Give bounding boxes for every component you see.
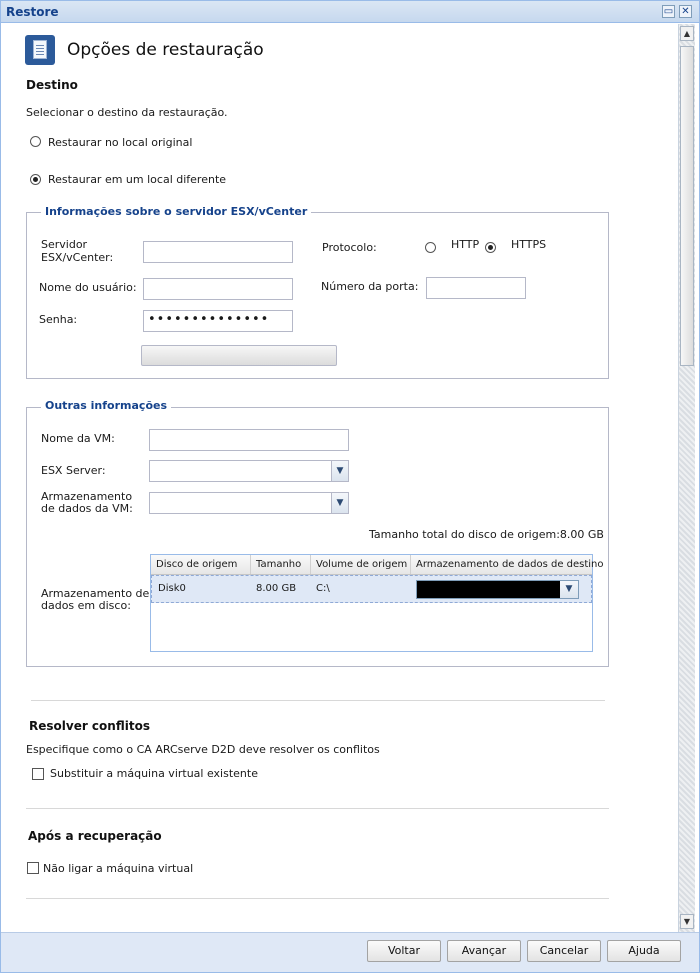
table-row[interactable] — [151, 575, 592, 603]
divider — [26, 898, 609, 899]
scroll-up-icon[interactable]: ▲ — [680, 26, 694, 41]
connect-button[interactable] — [141, 345, 337, 366]
total-disk-size: Tamanho total do disco de origem:8.00 GB — [369, 528, 604, 541]
column-destination-datastore[interactable]: Armazenamento de dados de destino — [416, 559, 604, 570]
protocol-label: Protocolo: — [322, 241, 377, 254]
divider — [26, 808, 609, 809]
radio-restore-original[interactable] — [30, 136, 41, 147]
vm-name-input[interactable] — [149, 429, 349, 451]
vm-datastore-label-line1: Armazenamento — [41, 490, 133, 503]
esx-server-label: ESX Server: — [41, 464, 106, 477]
radio-restore-different-label[interactable]: Restaurar em um local diferente — [48, 173, 227, 186]
column-size[interactable]: Tamanho — [251, 555, 311, 574]
chevron-down-icon[interactable]: ▼ — [331, 493, 348, 513]
overwrite-vm-label[interactable]: Substituir a máquina virtual existente — [50, 767, 258, 780]
cell-disk: Disk0 — [158, 583, 186, 594]
server-label-line1: Servidor — [41, 238, 88, 251]
server-label — [41, 238, 113, 264]
destination-prompt: Selecionar o destino da restauração. — [26, 106, 228, 119]
scroll-down-icon[interactable]: ▼ — [680, 914, 694, 929]
disk-datastore-label — [41, 588, 149, 612]
close-icon[interactable]: ✕ — [679, 5, 692, 18]
esx-server-select[interactable] — [149, 460, 333, 482]
restore-options-panel — [1, 24, 678, 932]
disk-datastore-label-line2: dados em disco: — [41, 599, 131, 612]
restore-options-icon — [25, 35, 55, 65]
port-input[interactable] — [426, 277, 526, 299]
server-input[interactable] — [143, 241, 293, 263]
vm-datastore-select[interactable] — [149, 492, 333, 514]
esx-server-dropdown[interactable] — [332, 460, 349, 482]
radio-restore-original-label[interactable]: Restaurar no local original — [48, 136, 193, 149]
overwrite-vm-checkbox[interactable] — [32, 768, 44, 780]
cell-volume: C:\ — [316, 583, 330, 594]
password-label: Senha: — [39, 313, 78, 326]
radio-protocol-https[interactable] — [485, 242, 496, 253]
username-input[interactable] — [143, 278, 293, 300]
back-button[interactable]: Voltar — [367, 940, 441, 962]
next-button[interactable]: Avançar — [447, 940, 521, 962]
conflicts-description: Especifique como o CA ARCserve D2D deve resolver os conflitos — [26, 743, 380, 756]
cancel-button[interactable]: Cancelar — [527, 940, 601, 962]
divider — [31, 700, 605, 701]
page-title: Opções de restauração — [67, 40, 264, 60]
conflicts-heading: Resolver conflitos — [29, 719, 150, 733]
scrollbar-thumb[interactable] — [680, 46, 694, 366]
disk-datastore-grid — [150, 554, 604, 652]
chevron-down-icon[interactable]: ▼ — [331, 461, 348, 481]
power-off-vm-checkbox[interactable] — [27, 862, 39, 874]
server-label-line2: ESX/vCenter: — [41, 251, 114, 264]
window-title: Restore — [6, 5, 59, 19]
port-label: Número da porta: — [321, 280, 419, 293]
vm-datastore-dropdown[interactable] — [332, 492, 349, 514]
vm-datastore-label-line2: de dados da VM: — [41, 502, 133, 515]
post-recovery-heading: Após a recuperação — [28, 829, 162, 843]
disk-datastore-label-line1: Armazenamento de — [41, 587, 150, 600]
radio-protocol-http[interactable] — [425, 242, 436, 253]
username-label: Nome do usuário: — [39, 281, 137, 294]
vm-datastore-label — [41, 491, 133, 515]
footer-toolbar — [1, 932, 699, 972]
password-input[interactable]: •••••••••••••• — [143, 310, 293, 332]
grid-header — [151, 555, 604, 575]
column-source-disk[interactable]: Disco de origem — [151, 555, 251, 574]
vm-name-label: Nome da VM: — [41, 432, 115, 445]
column-source-volume[interactable]: Volume de origem — [311, 555, 411, 574]
help-button[interactable]: Ajuda — [607, 940, 681, 962]
cell-size: 8.00 GB — [256, 583, 297, 594]
maximize-icon[interactable]: ▭ — [663, 6, 674, 17]
protocol-https-label[interactable]: HTTPS — [511, 238, 547, 251]
power-off-vm-label[interactable]: Não ligar a máquina virtual — [43, 862, 194, 875]
window-titlebar[interactable] — [1, 1, 699, 23]
vertical-scrollbar[interactable] — [678, 24, 695, 932]
protocol-http-label[interactable]: HTTP — [451, 238, 480, 251]
chevron-down-icon[interactable]: ▼ — [560, 581, 578, 598]
server-info-legend: Informações sobre o servidor ESX/vCenter — [41, 205, 311, 218]
radio-restore-different[interactable] — [30, 174, 41, 185]
destination-datastore-select[interactable] — [416, 580, 579, 599]
destination-heading: Destino — [26, 78, 78, 92]
other-info-legend: Outras informações — [41, 399, 171, 412]
